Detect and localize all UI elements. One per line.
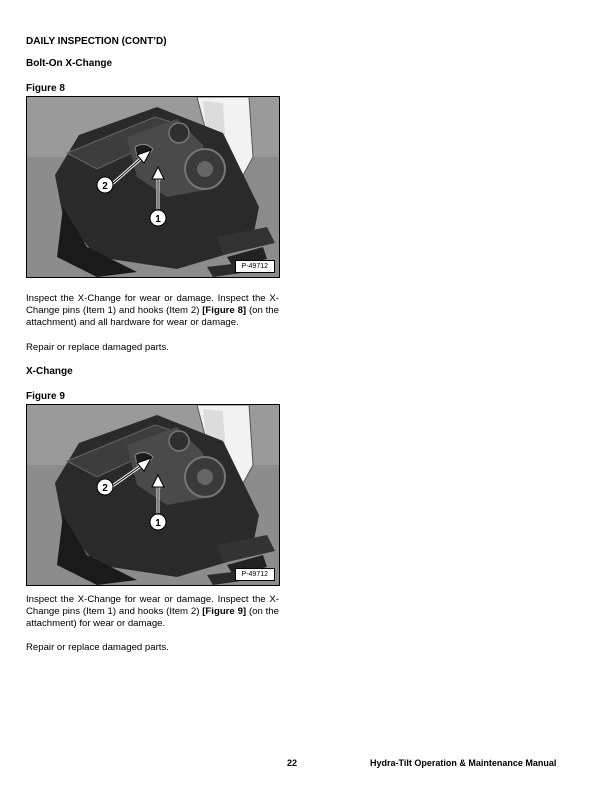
x-change-paragraph-2: Repair or replace damaged parts. [26,642,169,653]
figure-8-photo [26,96,280,278]
bolt-on-paragraph-1: Inspect the X-Change for wear or damage. Inspect the X-Change pins (Item 1) and hooks (Item 2) [Figure 8] (on the attachment) and all hardware for wear or damage. [26,293,279,329]
section-title: DAILY INSPECTION (CONT’D) [26,36,167,47]
figure-9-illustration [27,405,279,585]
bolt-on-paragraph-2: Repair or replace damaged parts. [26,342,169,353]
figure-8-illustration [27,97,279,277]
bolt-on-heading: Bolt-On X-Change [26,58,113,69]
figure-8-reference: [Figure 8] [202,305,247,317]
figure-8-photo-code: P-49712 [235,260,275,273]
x-change-paragraph-1: Inspect the X-Change for wear or damage. Inspect the X-Change pins (Item 1) and hooks (Item 2) [Figure 9] (on the attachment) for wear or damage. [26,594,279,630]
figure-8-callout-2: 2 [102,181,108,192]
figure-8-label: Figure 8 [26,83,65,94]
figure-9-callout-1: 1 [155,518,161,529]
manual-title: Hydra-Tilt Operation & Maintenance Manual [370,758,557,768]
figure-9-label: Figure 9 [26,391,65,402]
page-number: 22 [287,758,298,768]
figure-9-photo [26,404,280,586]
x-change-heading: X-Change [26,366,73,377]
figure-8-callout-1: 1 [155,214,161,225]
figure-9-photo-code: P-49712 [235,568,275,581]
figure-9-reference: [Figure 9] [202,606,247,618]
figure-9-callout-2: 2 [102,483,108,494]
